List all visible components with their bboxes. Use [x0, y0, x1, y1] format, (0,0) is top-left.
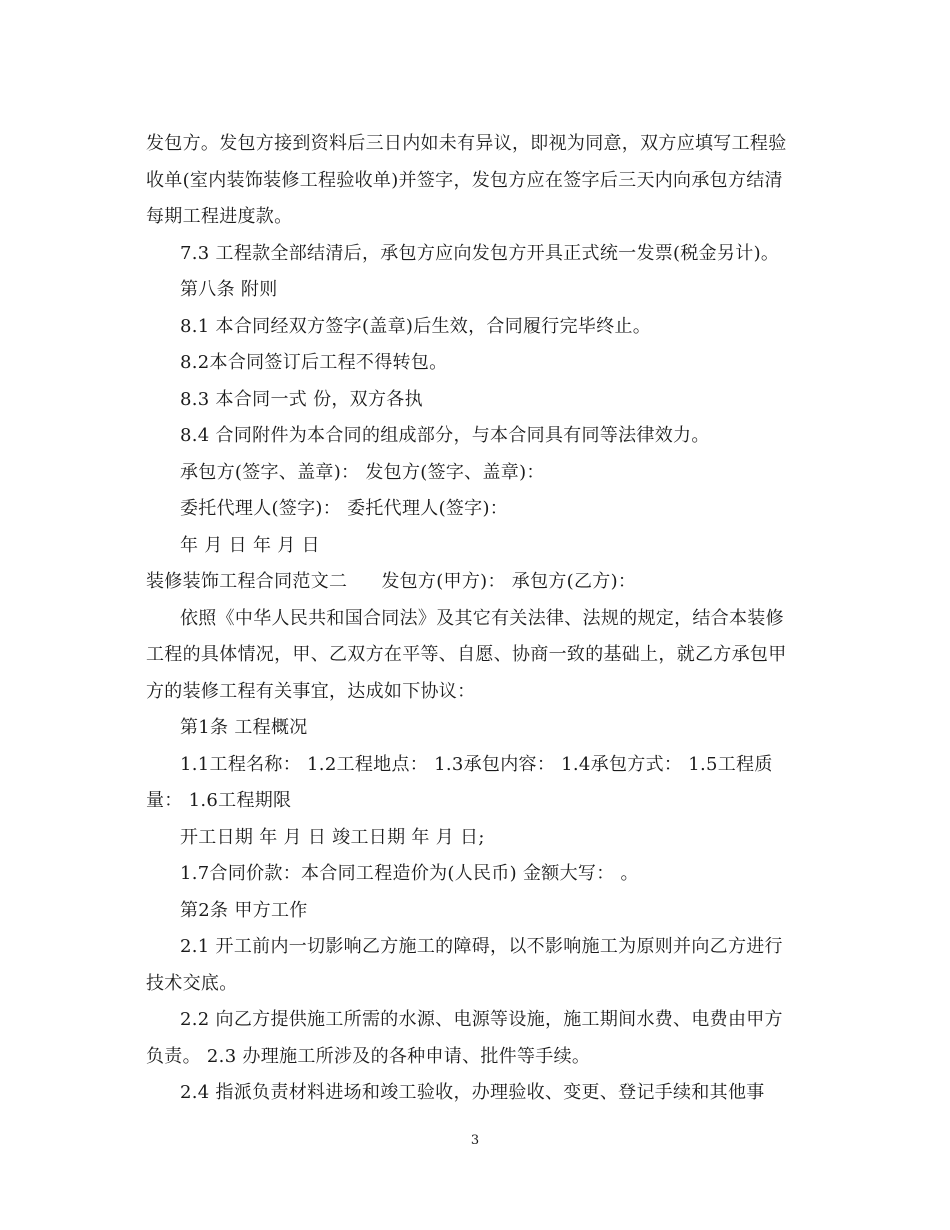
text-line: 负责。 2.3 办理施工所涉及的各种申请、批件等手续。 — [146, 1045, 591, 1067]
signature-agents: 委托代理人(签字)： 委托代理人(签字)： — [180, 498, 509, 519]
clause-8-1: 8.1 本合同经双方签字(盖章)后生效，合同履行完毕终止。 — [180, 315, 652, 337]
contract-title: 装修装饰工程合同范文二 — [146, 571, 348, 592]
article-8-heading: 第八条 附则 — [180, 279, 278, 300]
text-line: 技术交底。 — [146, 972, 238, 994]
text-line: 工程的具体情况，甲、乙双方在平等、自愿、协商一致的基础上，就乙方承包甲 — [146, 644, 787, 665]
contract-parties: 发包方(甲方)： 承包方(乙方)： — [381, 571, 637, 592]
clause-2-1: 2.1 开工前内一切影响乙方施工的障碍，以不影响施工为原则并向乙方进行 — [180, 936, 783, 957]
text-line: 量： 1.6工程期限 — [146, 790, 292, 811]
clause-8-2: 8.2本合同签订后工程不得转包。 — [180, 352, 448, 373]
signature-parties: 承包方(签字、盖章)： 发包方(签字、盖章)： — [180, 461, 545, 483]
article-2-heading: 第2条 甲方工作 — [180, 899, 308, 921]
signature-dates: 年 月 日 年 月 日 — [180, 534, 320, 556]
clause-2-2: 2.2 向乙方提供施工所需的水源、电源等设施，施工期间水费、电费由甲方 — [180, 1009, 783, 1030]
project-dates: 开工日期 年 月 日 竣工日期 年 月 日; — [180, 826, 485, 848]
second-contract-heading-line — [146, 564, 806, 601]
text-line: 方的装修工程有关事宜，达成如下协议： — [146, 680, 476, 702]
clause-7-3: 7.3 工程款全部结清后，承包方应向发包方开具正式统一发票(税金另计)。 — [180, 242, 780, 264]
text-line: 收单(室内装饰装修工程验收单)并签字，发包方应在签字后三天内向承包方结清 — [146, 169, 783, 191]
clause-2-4: 2.4 指派负责材料进场和竣工验收，办理验收、变更、登记手续和其他事 — [180, 1082, 765, 1103]
text-line: 依照《中华人民共和国合同法》及其它有关法律、法规的规定，结合本装修 — [180, 607, 784, 629]
text-line: 发包方。发包方接到资料后三日内如未有异议，即视为同意，双方应填写工程验 — [146, 133, 787, 154]
text-line: 每期工程进度款。 — [146, 206, 293, 227]
clause-1-7: 1.7合同价款：本合同工程造价为(人民币) 金额大写： 。 — [180, 863, 639, 884]
clause-1-1-to-1-5: 1.1工程名称： 1.2工程地点： 1.3承包内容： 1.4承包方式： 1.5工程质 — [180, 753, 773, 775]
clause-8-3: 8.3 本合同一式 份，双方各执 — [180, 388, 423, 410]
document-body — [146, 126, 806, 1112]
article-1-heading: 第1条 工程概况 — [180, 717, 308, 738]
clause-8-4: 8.4 合同附件为本合同的组成部分，与本合同具有同等法律效力。 — [180, 425, 710, 446]
page-number: 3 — [470, 1133, 480, 1148]
